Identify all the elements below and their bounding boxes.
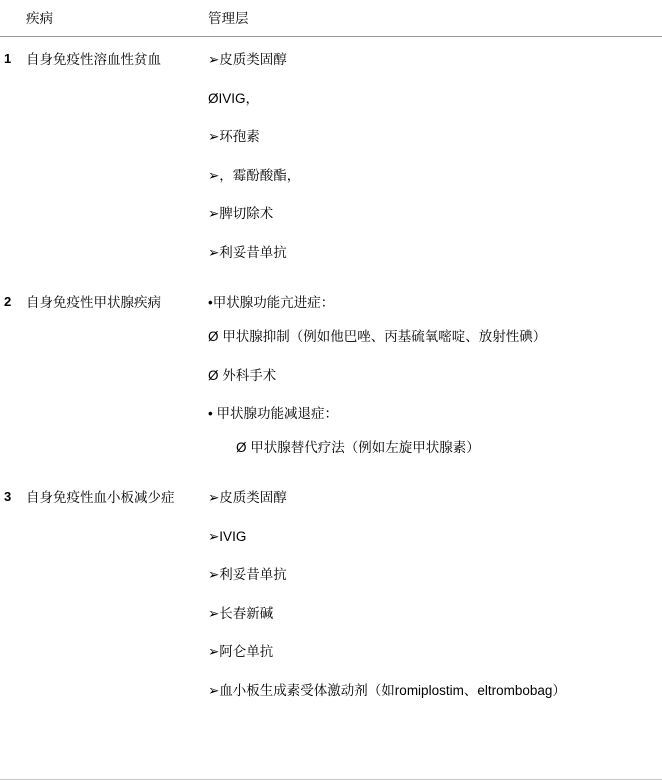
- table-row: [0, 475, 662, 704]
- table-header: [0, 0, 662, 37]
- management-line: ➢环孢素: [208, 129, 260, 145]
- management-line: ➢IVIG: [208, 528, 247, 544]
- spacer-cell: [0, 266, 22, 280]
- row-spacer: [0, 266, 662, 280]
- row-spacer: [0, 461, 662, 475]
- management-line: ➢长春新碱: [208, 605, 274, 621]
- row-number: 1: [4, 51, 12, 66]
- spacer-cell: [22, 266, 204, 280]
- management-line: ➢利妥昔单抗: [208, 244, 287, 260]
- management-line: •甲状腺功能亢进症：: [208, 295, 335, 311]
- management-line: ➢皮质类固醇: [208, 52, 287, 67]
- management-line: ➢血小板生成素受体激动剂（如romiplostim、eltrombobag）: [208, 683, 566, 698]
- management-line: ➢脾切除术: [208, 206, 274, 222]
- row-number: 2: [4, 294, 12, 310]
- table-row: [0, 37, 662, 267]
- row-disease: 自身免疫性血小板减少症: [26, 490, 175, 506]
- table-body: [0, 37, 662, 705]
- spacer-cell: [22, 461, 204, 475]
- row-disease: 自身免疫性溶血性贫血: [26, 52, 161, 67]
- row-disease: 自身免疫性甲状腺疾病: [26, 295, 161, 311]
- spacer-cell: [204, 266, 662, 280]
- row-number: 3: [4, 489, 12, 505]
- management-line: ➢阿仑单抗: [208, 644, 274, 660]
- column-header-number: [0, 0, 22, 37]
- row-management: [204, 475, 662, 704]
- management-line: Ø 甲状腺替代疗法（例如左旋甲状腺素）: [236, 439, 480, 455]
- table-header-row: [0, 0, 662, 37]
- management-line: ØIVIG，: [208, 90, 260, 106]
- management-line: • 甲状腺功能减退症：: [208, 406, 338, 422]
- row-management: [204, 280, 662, 461]
- column-header-disease: 疾病: [22, 0, 204, 37]
- management-line: Ø 甲状腺抑制（例如他巴唑、丙基硫氧嘧啶、放射性碘）: [208, 328, 547, 344]
- management-line: ➢，霉酚酸酯，: [208, 167, 301, 183]
- row-management: [204, 37, 662, 267]
- table-row: [0, 280, 662, 461]
- column-header-management: 管理层: [204, 0, 662, 37]
- management-line: ➢利妥昔单抗: [208, 567, 287, 583]
- management-line: ➢皮质类固醇: [208, 490, 287, 506]
- spacer-cell: [204, 461, 662, 475]
- management-line: Ø 外科手术: [208, 367, 277, 383]
- spacer-cell: [0, 461, 22, 475]
